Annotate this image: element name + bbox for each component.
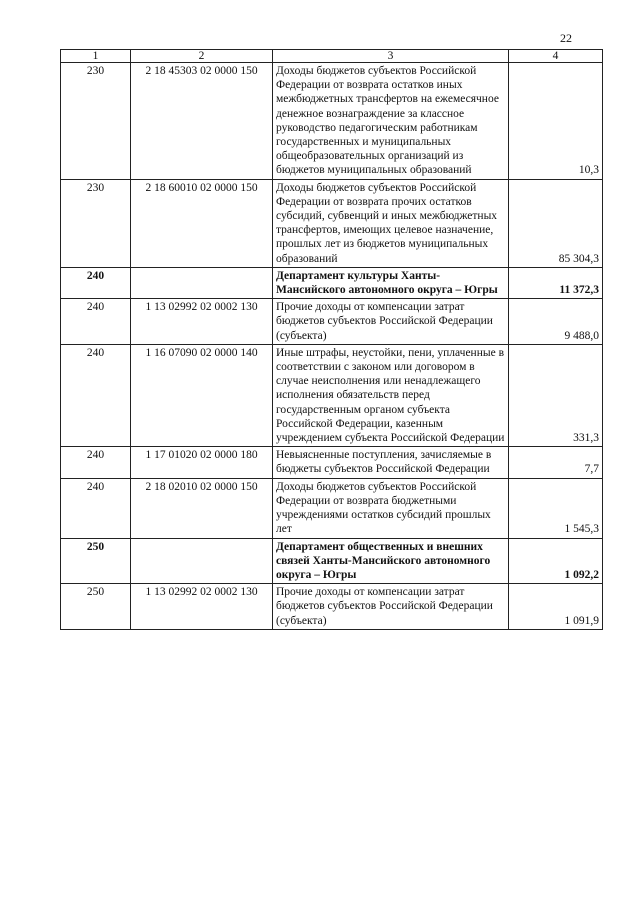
amount-cell: 9 488,0 — [509, 299, 603, 345]
budget-code-cell — [131, 538, 273, 584]
amount-cell: 1 091,9 — [509, 584, 603, 630]
description-cell: Прочие доходы от компенсации затрат бюджетов субъектов Российской Федерации (субъекта) — [273, 299, 509, 345]
table-row — [61, 478, 603, 538]
header-col-1: 1 — [61, 50, 131, 63]
department-total-cell: 1 092,2 — [509, 538, 603, 584]
admin-code-cell: 240 — [61, 478, 131, 538]
budget-code-cell: 2 18 02010 02 0000 150 — [131, 478, 273, 538]
table-row — [61, 344, 603, 446]
budget-code-cell — [131, 267, 273, 298]
table-row — [61, 63, 603, 180]
admin-code-cell: 250 — [61, 538, 131, 584]
budget-code-cell: 2 18 60010 02 0000 150 — [131, 179, 273, 267]
admin-code-cell: 240 — [61, 447, 131, 478]
budget-code-cell: 2 18 45303 02 0000 150 — [131, 63, 273, 180]
admin-code-cell: 250 — [61, 584, 131, 630]
budget-code-cell: 1 13 02992 02 0002 130 — [131, 584, 273, 630]
header-col-2: 2 — [131, 50, 273, 63]
amount-cell: 7,7 — [509, 447, 603, 478]
admin-code-cell: 240 — [61, 267, 131, 298]
description-cell: Прочие доходы от компенсации затрат бюджетов субъектов Российской Федерации (субъекта) — [273, 584, 509, 630]
description-cell: Доходы бюджетов субъектов Российской Федерации от возврата остатков иных межбюджетных трансфертов на ежемесячное денежное вознаграждение за классное руководство педагогическим работникам государственных и муниципальных общеобразовательных организаций из бюджетов муниципальных образований — [273, 63, 509, 180]
amount-cell: 10,3 — [509, 63, 603, 180]
amount-cell: 85 304,3 — [509, 179, 603, 267]
admin-code-cell: 230 — [61, 179, 131, 267]
admin-code-cell: 240 — [61, 299, 131, 345]
description-cell: Иные штрафы, неустойки, пени, уплаченные в соответствии с законом или договором в случае неисполнения или ненадлежащего исполнения обязательств перед государственным органом субъекта Российской Федерации, казенным учреждением субъекта Российской Федерации — [273, 344, 509, 446]
table-row — [61, 179, 603, 267]
header-col-4: 4 — [509, 50, 603, 63]
table-header-row — [61, 50, 603, 63]
amount-cell: 331,3 — [509, 344, 603, 446]
table-row — [61, 584, 603, 630]
department-total-cell: 11 372,3 — [509, 267, 603, 298]
admin-code-cell: 240 — [61, 344, 131, 446]
budget-code-cell: 1 13 02992 02 0002 130 — [131, 299, 273, 345]
description-cell: Доходы бюджетов субъектов Российской Федерации от возврата прочих остатков субсидий, субвенций и иных межбюджетных трансфертов, имеющих целевое назначение, прошлых лет из бюджетов муниципальных образований — [273, 179, 509, 267]
budget-code-cell: 1 16 07090 02 0000 140 — [131, 344, 273, 446]
page-number: 22 — [560, 31, 572, 45]
admin-code-cell: 230 — [61, 63, 131, 180]
department-row — [61, 267, 603, 298]
description-cell: Доходы бюджетов субъектов Российской Федерации от возврата бюджетными учреждениями остатков субсидий прошлых лет — [273, 478, 509, 538]
header-col-3: 3 — [273, 50, 509, 63]
table-row — [61, 447, 603, 478]
table-row — [61, 299, 603, 345]
description-cell: Невыясненные поступления, зачисляемые в бюджеты субъектов Российской Федерации — [273, 447, 509, 478]
budget-code-cell: 1 17 01020 02 0000 180 — [131, 447, 273, 478]
amount-cell: 1 545,3 — [509, 478, 603, 538]
department-name-cell: Департамент культуры Ханты-Мансийского автономного округа – Югры — [273, 267, 509, 298]
department-row — [61, 538, 603, 584]
department-name-cell: Департамент общественных и внешних связей Ханты-Мансийского автономного округа – Югры — [273, 538, 509, 584]
revenue-table — [60, 49, 603, 630]
